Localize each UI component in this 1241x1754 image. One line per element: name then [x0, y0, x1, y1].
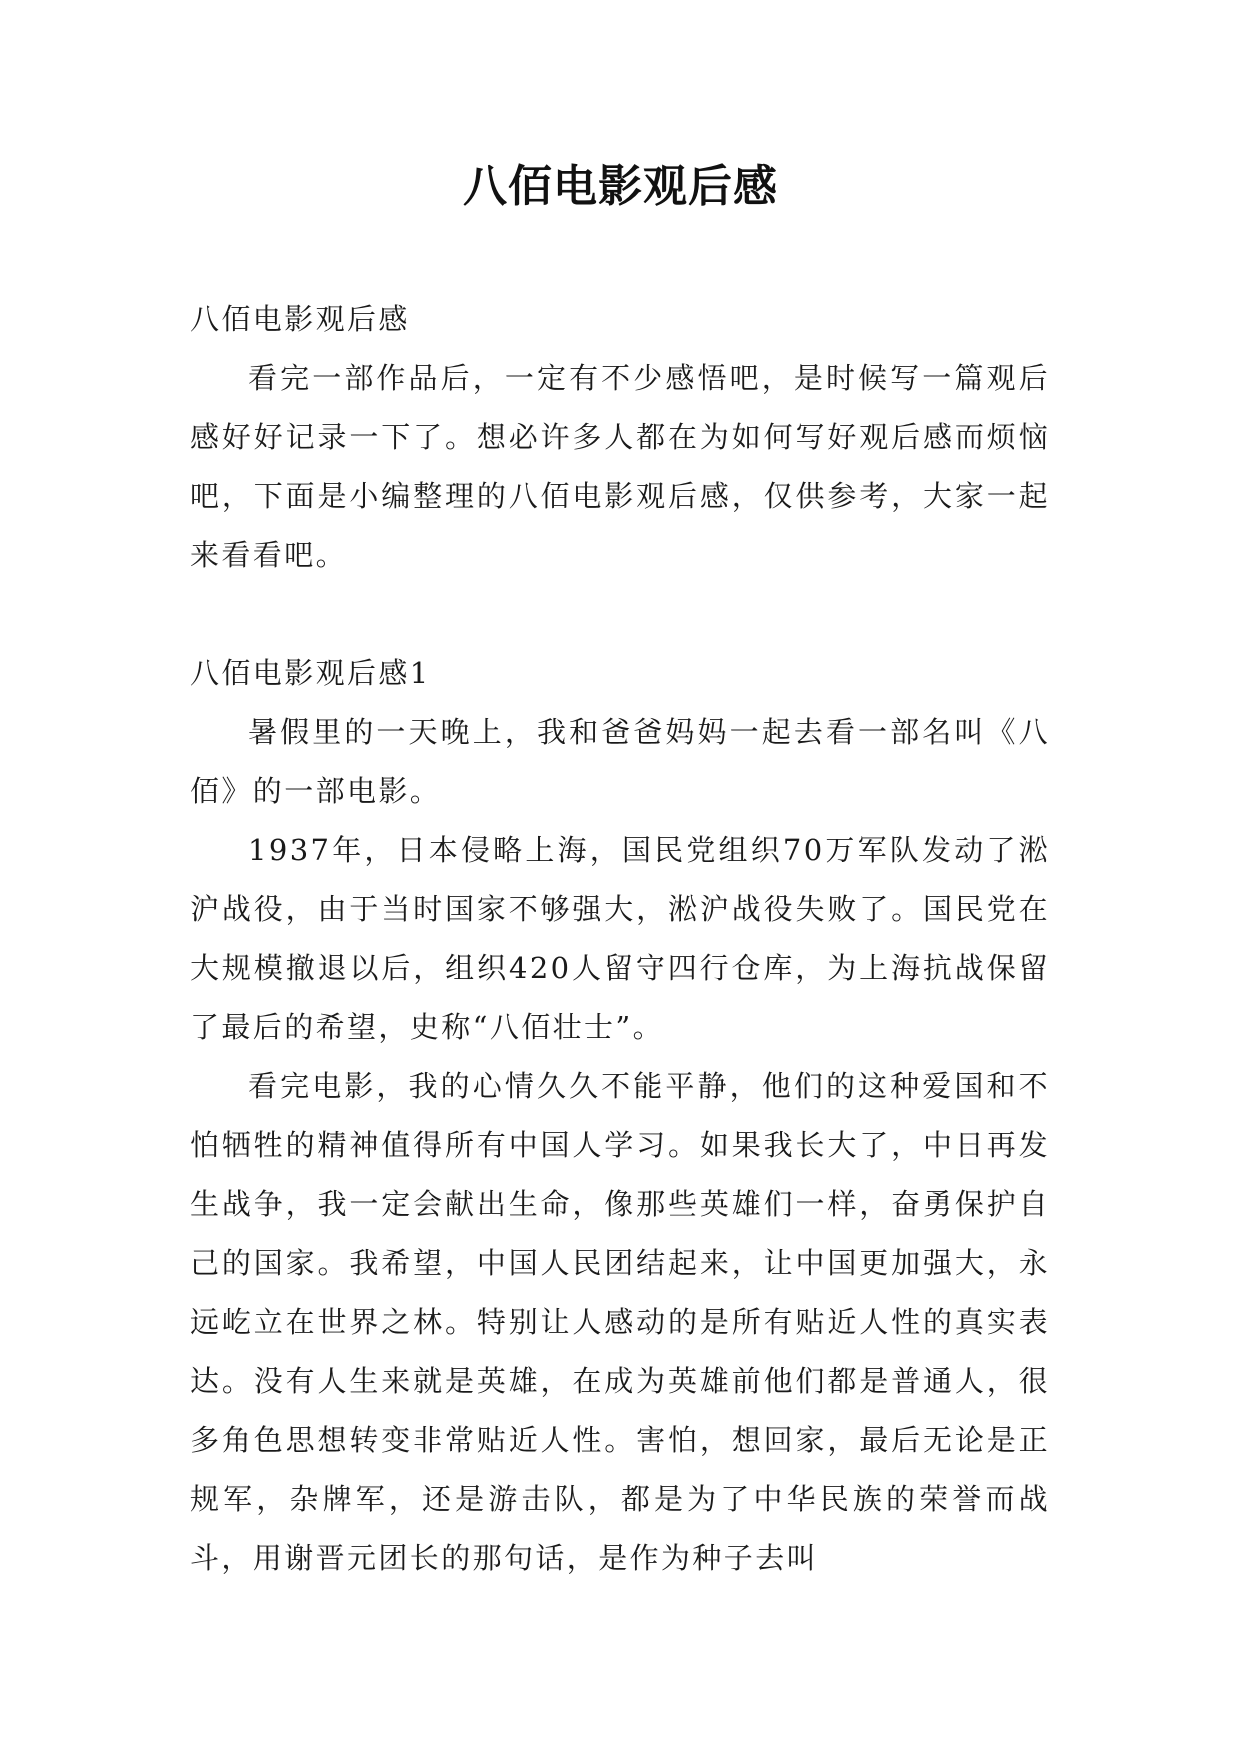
section1-paragraph-3: 看完电影，我的心情久久不能平静，他们的这种爱国和不怕牺牲的精神值得所有中国人学习。如果我长大了，中日再发生战争，我一定会献出生命，像那些英雄们一样，奋勇保护自己的国家。我希望，中国人民团结起来，让中国更加强大，永远屹立在世界之林。特别让人感动的是所有贴近人性的真实表达。没有人生来就是英雄，在成为英雄前他们都是普通人，很多角色思想转变非常贴近人性。害怕，想回家，最后无论是正规军，杂牌军，还是游击队，都是为了中华民族的荣誉而战斗，用谢晋元团长的那句话，是作为种子去叫: [190, 1069, 1050, 1575]
section1-heading: 八佰电影观后感1: [190, 656, 431, 690]
section1-paragraph-1: 暑假里的一天晚上，我和爸爸妈妈一起去看一部名叫《八佰》的一部电影。: [190, 715, 1050, 808]
intro-heading: 八佰电影观后感: [190, 302, 410, 336]
document-title: 八佰电影观后感: [463, 161, 778, 212]
section1-paragraph-2: 1937年，日本侵略上海，国民党组织70万军队发动了淞沪战役，由于当时国家不够强大，淞沪战役失败了。国民党在大规模撤退以后，组织420人留守四行仓库，为上海抗战保留了最后的希望，史称“八佰壮士”。: [190, 833, 1050, 1044]
intro-paragraph: 看完一部作品后，一定有不少感悟吧，是时候写一篇观后感好好记录一下了。想必许多人都在为如何写好观后感而烦恼吧，下面是小编整理的八佰电影观后感，仅供参考，大家一起来看看吧。: [190, 361, 1050, 572]
section-spacer: [190, 585, 1050, 644]
document-body: [190, 290, 1050, 1588]
